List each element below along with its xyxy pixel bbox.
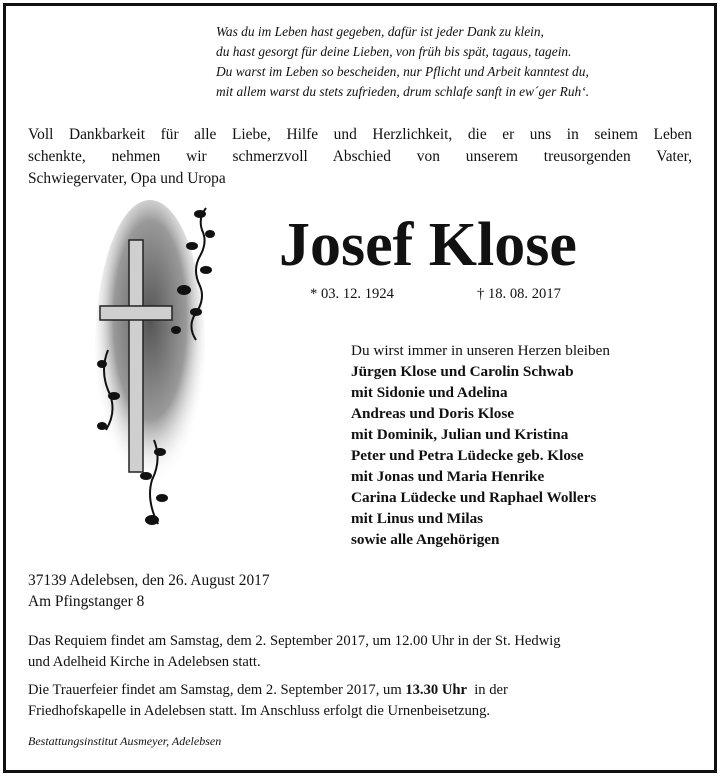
funeral-time: 13.30 Uhr xyxy=(405,682,467,698)
family-member: mit Jonas und Maria Henrike xyxy=(351,468,545,485)
family-member: Carina Lüdecke und Raphael Wollers xyxy=(351,489,597,506)
family-member: mit Dominik, Julian und Kristina xyxy=(351,426,569,443)
cross-with-ivy-icon xyxy=(88,200,228,540)
poem-line: Was du im Leben hast gegeben, dafür ist jeder Dank zu klein, xyxy=(216,24,544,39)
requiem-info xyxy=(28,631,692,673)
birth-date: * 03. 12. 1924 xyxy=(310,286,394,302)
intro-text xyxy=(28,124,692,190)
intro-line: Schwiegervater, Opa und Uropa xyxy=(28,170,226,187)
poem-line: Du warst im Leben so bescheiden, nur Pflicht und Arbeit kanntest du, xyxy=(216,64,589,79)
family-member: mit Linus und Milas xyxy=(351,510,484,527)
deceased-name: Josef Klose xyxy=(279,211,577,279)
requiem-line: und Adelheid Kirche in Adelebsen statt. xyxy=(28,654,261,670)
intro-line: Voll Dankbarkeit für alle Liebe, Hilfe und Herzlichkeit, die er uns in seinem Leben xyxy=(28,126,692,143)
funeral-line xyxy=(28,680,692,701)
poem-line: mit allem warst du stets zufrieden, drum schlafe sanft in ew´ger Ruh‘. xyxy=(216,84,590,99)
family-member: mit Sidonie und Adelina xyxy=(351,384,508,401)
funeral-text-end: in der xyxy=(466,682,508,698)
place-and-date xyxy=(28,570,270,612)
intro-line: schenkte, nehmen wir schmerzvoll Abschied von unserem treusorgenden Vater, xyxy=(28,148,692,165)
place-line: 37139 Adelebsen, den 26. August 2017 xyxy=(28,572,270,589)
family-lead: Du wirst immer in unseren Herzen bleiben xyxy=(351,342,610,359)
undertaker: Bestattungsinstitut Ausmeyer, Adelebsen xyxy=(28,734,222,748)
family-member: Peter und Petra Lüdecke geb. Klose xyxy=(351,447,584,464)
death-date: † 18. 08. 2017 xyxy=(477,286,561,302)
poem xyxy=(216,22,696,102)
funeral-info xyxy=(28,680,692,722)
family-member: sowie alle Angehörigen xyxy=(351,531,500,548)
poem-line: du hast gesorgt für deine Lieben, von früh bis spät, tagaus, tagein. xyxy=(216,44,572,59)
funeral-text: Die Trauerfeier findet am Samstag, dem 2. September 2017, um xyxy=(28,682,406,698)
family-member: Andreas und Doris Klose xyxy=(351,405,515,422)
funeral-line: Friedhofskapelle in Adelebsen statt. Im Anschluss erfolgt die Urnenbeisetzung. xyxy=(28,703,491,719)
family-list xyxy=(351,340,691,550)
address-line: Am Pfingstanger 8 xyxy=(28,593,145,610)
requiem-line: Das Requiem findet am Samstag, dem 2. September 2017, um 12.00 Uhr in der St. Hedwig xyxy=(28,633,561,649)
family-member: Jürgen Klose und Carolin Schwab xyxy=(351,363,574,380)
